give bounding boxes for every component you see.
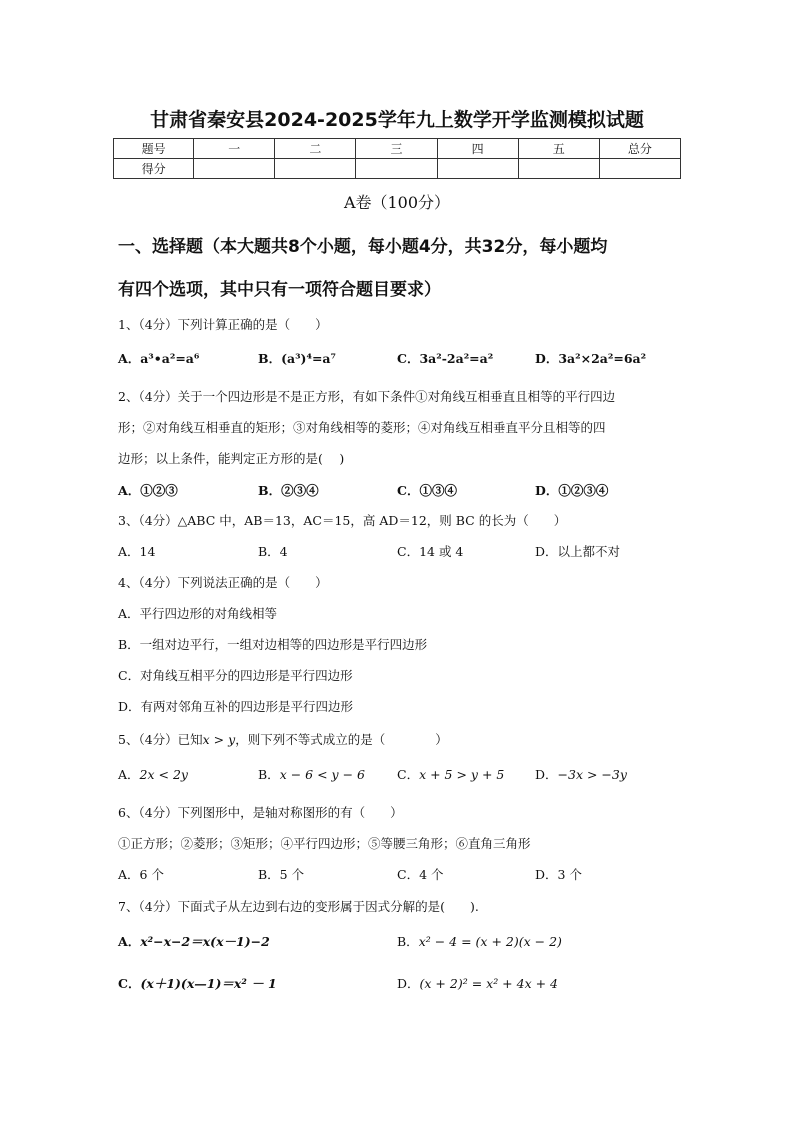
score-cell[interactable]: [194, 159, 275, 179]
question-6-shape-list: ①正方形；②菱形；③矩形；④平行四边形；⑤等腰三角形；⑥直角三角形: [118, 836, 531, 851]
option-formula: (x + 2)² = x² + 4x + 4: [419, 976, 558, 991]
section-heading-line2: 有四个选项，其中只有一项符合题目要求）: [118, 280, 441, 300]
option-letter: D．: [397, 976, 420, 991]
option-formula: x − 6 < y − 6: [279, 767, 365, 782]
score-header-cell: 一: [194, 139, 275, 159]
question-6-option-d: D．3 个: [535, 867, 582, 882]
question-1-option-a: A．a³•a²=a⁶: [118, 351, 200, 366]
question-5-option-d: [535, 765, 627, 783]
score-header-cell: 四: [437, 139, 518, 159]
question-4-option-b: B．一组对边平行，一组对边相等的四边形是平行四边形: [118, 637, 428, 652]
question-6-option-a: A．6 个: [118, 867, 164, 882]
question-2-option-d: D．①②③④: [535, 483, 609, 498]
question-4-option-c: C．对角线互相平分的四边形是平行四边形: [118, 668, 353, 683]
score-table: [113, 138, 681, 179]
question-3-stem: 3、（4分）△ABC 中，AB＝13，AC＝15，高 AD＝12，则 BC 的长为（ ）: [118, 513, 567, 528]
score-cell[interactable]: [437, 159, 518, 179]
score-header-cell: 二: [275, 139, 356, 159]
question-7-stem: 7、（4分）下面式子从左边到右边的变形属于因式分解的是( ).: [118, 899, 479, 914]
question-5-option-b: [258, 765, 365, 783]
option-formula: x + 5 > y + 5: [419, 767, 505, 782]
question-6-option-b: B．5 个: [258, 867, 305, 882]
question-1-option-c: C．3a²-2a²=a²: [397, 351, 494, 366]
volume-heading: A卷（100分）: [343, 193, 451, 212]
score-header-cell: 总分: [599, 139, 680, 159]
option-letter: C．: [397, 767, 420, 782]
question-3-option-d: D．以上都不对: [535, 544, 621, 559]
option-letter: A．: [118, 934, 141, 949]
option-letter: D．: [535, 767, 558, 782]
score-cell[interactable]: [518, 159, 599, 179]
question-5-option-a: [118, 765, 188, 783]
question-2-option-b: B．②③④: [258, 483, 319, 498]
option-formula: x² − 4 = (x + 2)(x − 2): [418, 934, 562, 949]
question-2-option-a: A．①②③: [118, 483, 178, 498]
question-2-stem-line1: 2、（4分）关于一个四边形是不是正方形，有如下条件①对角线互相垂直且相等的平行四边: [118, 389, 616, 404]
question-6-stem: 6、（4分）下列图形中，是轴对称图形的有（ ）: [118, 805, 403, 820]
option-letter: C．: [118, 976, 141, 991]
question-4-option-d: D．有两对邻角互补的四边形是平行四边形: [118, 699, 354, 714]
question-2-stem-line2: 形；②对角线互相垂直的矩形；③对角线相等的菱形；④对角线互相垂直平分且相等的四: [118, 420, 606, 435]
question-1-option-b: B．(a³)⁴=a⁷: [258, 351, 336, 366]
score-row-label: 得分: [114, 159, 194, 179]
score-table-score-row: [114, 159, 681, 179]
question-7-option-d: [397, 974, 558, 992]
score-header-cell: 题号: [114, 139, 194, 159]
option-letter: B．: [397, 934, 419, 949]
question-2-option-c: C．①③④: [397, 483, 457, 498]
option-formula: −3x > −3y: [557, 767, 627, 782]
score-cell[interactable]: [275, 159, 356, 179]
option-formula: x²−x−2＝x(x－1)−2: [140, 934, 270, 949]
section-heading-line1: 一、选择题（本大题共8个小题，每小题4分，共32分，每小题均: [118, 237, 608, 257]
score-cell[interactable]: [356, 159, 437, 179]
question-1-option-d: D．3a²×2a²=6a²: [535, 351, 647, 366]
question-1-stem: 1、（4分）下列计算正确的是（ ）: [118, 317, 328, 332]
option-formula: (x＋1)(x—1)＝x² － 1: [140, 976, 277, 991]
option-letter: B．: [258, 767, 280, 782]
exam-title: 甘肃省秦安县2024-2025学年九上数学开学监测模拟试题: [150, 109, 644, 131]
question-6-option-c: C．4 个: [397, 867, 444, 882]
score-header-cell: 五: [518, 139, 599, 159]
option-formula: 2x < 2y: [139, 767, 188, 782]
question-2-stem-line3: 边形；以上条件，能判定正方形的是( ): [118, 451, 345, 466]
question-3-option-b: B．4: [258, 544, 288, 559]
question-7-option-a: [118, 932, 270, 950]
score-cell[interactable]: [599, 159, 680, 179]
question-3-option-c: C．14 或 4: [397, 544, 464, 559]
question-5-stem-text: 5、（4分）已知: [118, 732, 203, 747]
option-letter: A．: [118, 767, 140, 782]
score-table-header-row: [114, 139, 681, 159]
question-7-option-c: [118, 974, 277, 992]
question-5-stem-text-end: ，则下列不等式成立的是（ ）: [235, 732, 448, 747]
question-5-option-c: [397, 765, 504, 783]
score-header-cell: 三: [356, 139, 437, 159]
question-5-stem: [118, 730, 448, 748]
question-7-option-b: [397, 932, 562, 950]
question-5-stem-condition: x > y: [202, 732, 236, 747]
question-4-stem: 4、（4分）下列说法正确的是（ ）: [118, 575, 328, 590]
question-3-option-a: A．14: [118, 544, 156, 559]
question-4-option-a: A．平行四边形的对角线相等: [118, 606, 278, 621]
